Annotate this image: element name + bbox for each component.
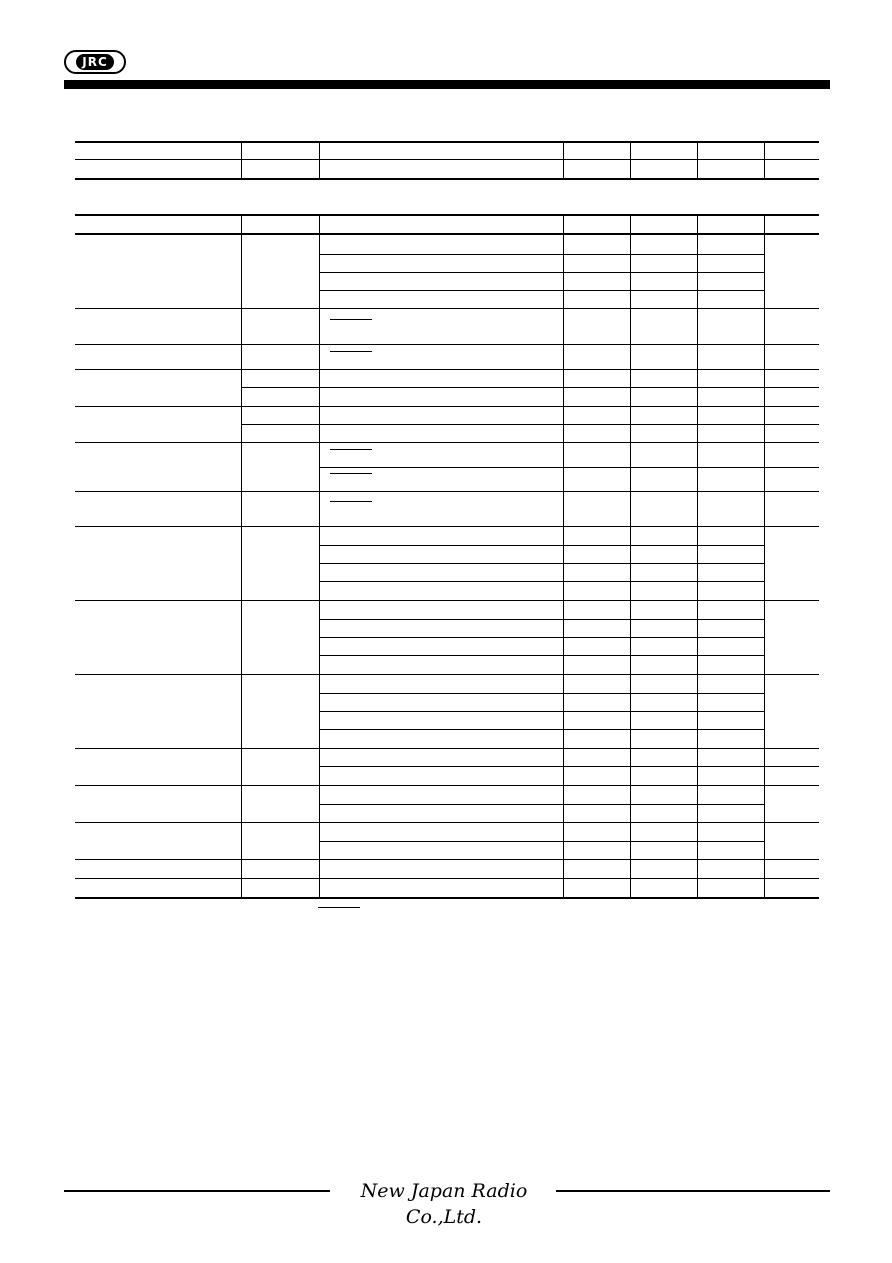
logo-text: JRC [76, 54, 114, 70]
table-row [75, 370, 819, 407]
header-bar [64, 80, 830, 89]
table-row [75, 492, 819, 527]
table-row [75, 879, 819, 899]
table-row [75, 675, 819, 749]
table-row [75, 345, 819, 370]
table-row [75, 786, 819, 823]
table-row [75, 235, 819, 309]
footer-company-name: New Japan Radio Co.,Ltd. [360, 1180, 528, 1228]
table-row [75, 860, 819, 879]
table2-header-row [75, 214, 819, 235]
table-row [75, 527, 819, 601]
table1-header-row [75, 141, 819, 160]
table-row [75, 443, 819, 492]
footer-rule-right [556, 1190, 830, 1192]
table-row [75, 309, 819, 345]
table1-data-row [75, 159, 819, 180]
table-row [75, 407, 819, 443]
table-gap [75, 180, 819, 214]
jrc-logo [64, 50, 126, 74]
spec-table [75, 141, 819, 899]
table-row [75, 601, 819, 675]
table-row [75, 823, 819, 860]
note-overbar [318, 907, 360, 908]
footer-rule-left [64, 1190, 330, 1192]
table-row [75, 749, 819, 786]
